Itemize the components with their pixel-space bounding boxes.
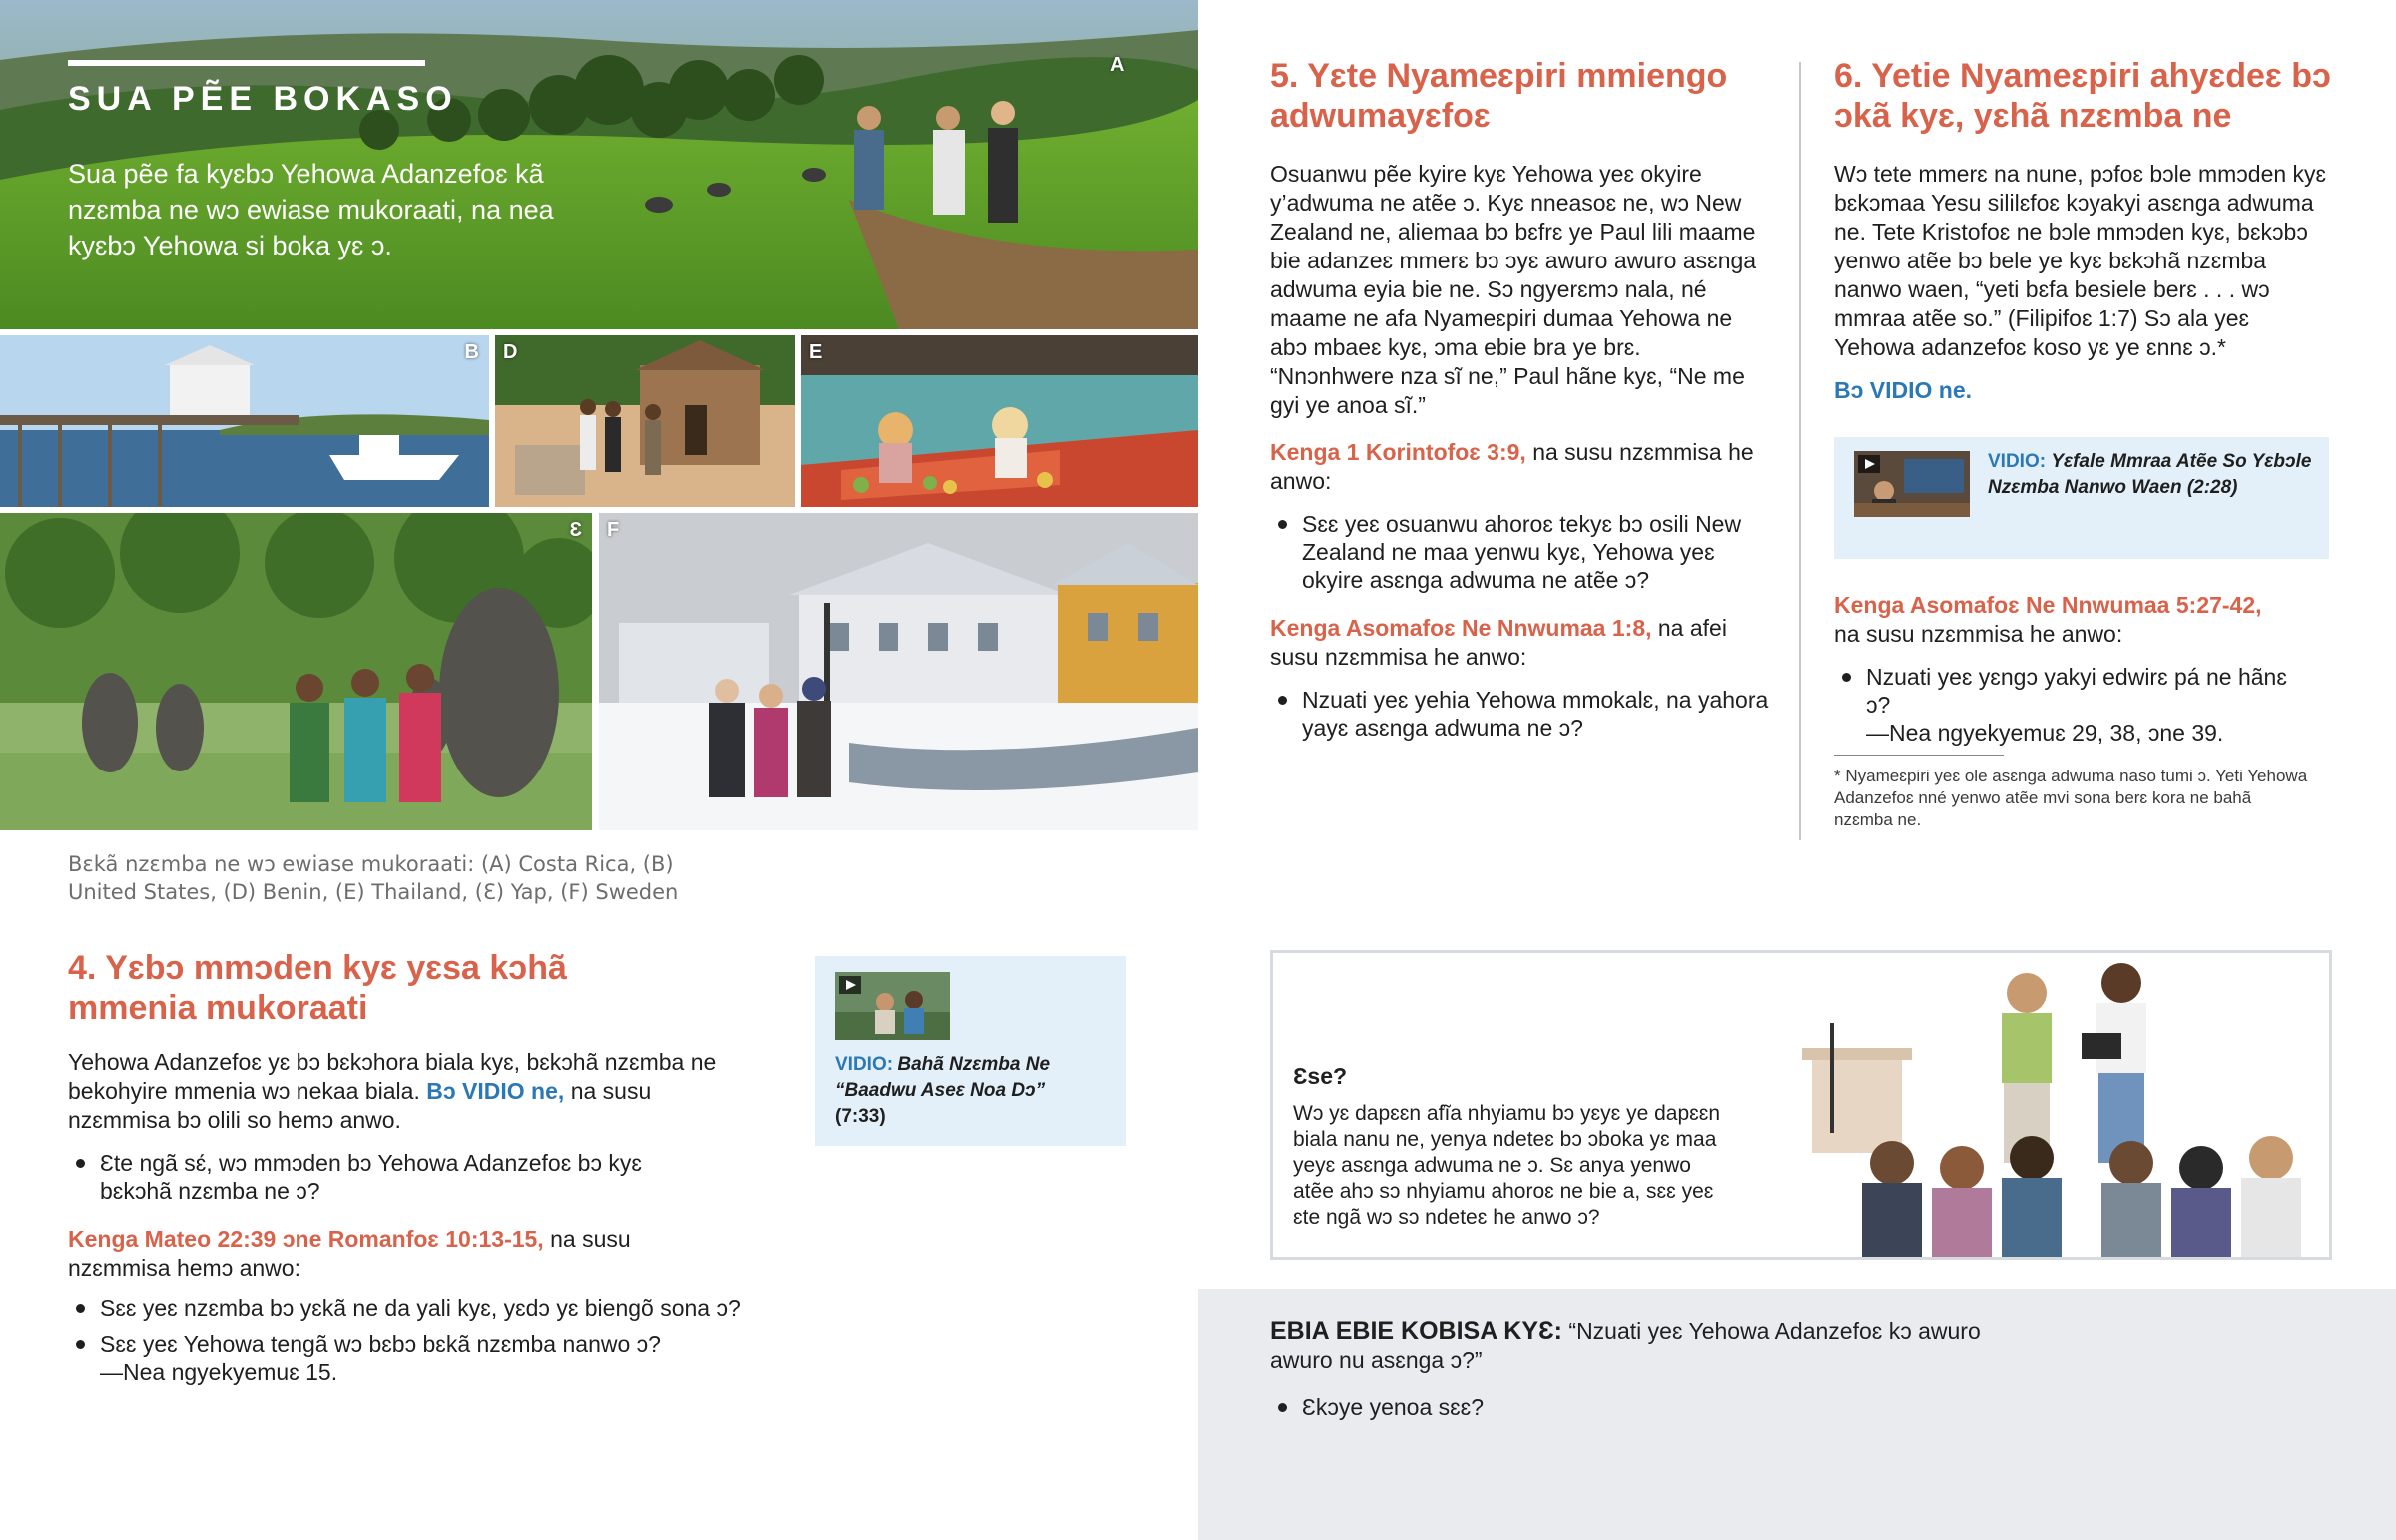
question-box-text: Wɔ yɛ dapɛɛn afĩa nhyiamu bɔ yɛyɛ ye dapɛɛn biala nanu ne, yenya ndeteɛ bɔ ɔboka yɛ maa yeyɛ asɛnga adwuma ne ɔ. Sɛ anya yenwo atẽe ahɔ sɔ nhyiamu ahoroɛ ne bie a, sɛɛ yeɛ ɛte ngã wɔ sɔ ndeteɛ he anwo ɔ? <box>1293 1102 1721 1229</box>
photo-label-b: B <box>464 341 479 363</box>
section-5-bullet-2: Nzuati yeɛ yehia Yehowa mmokalɛ, na yahora yayɛ asɛnga adwuma ne ɔ? <box>1302 687 1769 741</box>
hero-photo <box>0 0 1198 329</box>
section-5-read-2-tail: na afei susu nzɛmmisa he anwo: <box>1270 615 1727 670</box>
question-box-title: Ɛse? <box>1293 1063 1348 1089</box>
section-4-video-box[interactable] <box>815 956 1126 1146</box>
section-4-bullet-3-text: Sɛɛ yeɛ Yehowa tengã wɔ bɛbɔ bɛkã nzɛmba nanwo ɔ? <box>100 1331 661 1357</box>
photo-label-eps: Ɛ <box>569 519 582 541</box>
section-6-read-tail: na susu nzɛmmisa he anwo: <box>1834 621 2123 647</box>
section-4-video-thumb[interactable] <box>835 972 950 1040</box>
question-box <box>1270 950 2332 1260</box>
section-5-read-2 <box>1270 614 1769 672</box>
pier-boat-image <box>0 335 489 507</box>
section-6-bullet-1 <box>1866 663 2313 747</box>
video-title: Bahã Nzɛmba Ne “Baadwu Aseɛ Noa Dɔ” <box>835 1054 1051 1101</box>
section-6-bullets <box>1834 663 2313 747</box>
photo-label-e: E <box>809 341 823 363</box>
bottom-bullets <box>1270 1393 2001 1429</box>
section-5-scripture-link-2[interactable]: Kenga Asomafoɛ Ne Nnwumaa 1:8, <box>1270 615 1652 641</box>
section-6-link-para <box>1834 376 2333 405</box>
section-4-bullet-1: Ɛte ngã sɛ́, wɔ mmɔden bɔ Yehowa Adanzefoɛ bɔ kyɛ bɛkɔhã nzɛmba ne ɔ? <box>100 1149 719 1205</box>
play-icon[interactable] <box>839 976 861 994</box>
section-4-text: Yehowa Adanzefoɛ yɛ bɔ bɛkɔhora biala kyɛ, bɛkɔhã nzɛmba ne bekohyire mmenia wɔ nekaa biala. <box>68 1049 717 1104</box>
section-5-heading: 5. Yɛte Nyameɛpiri mmiengo adwumayɛfoɛ <box>1270 57 1728 135</box>
section-6-paragraph: Wɔ tete mmerɛ na nune, pɔfoɛ bɔle mmɔden kyɛ bɛkɔmaa Yesu sililɛfoɛ kɔyakyi asɛnga adwuma ne. Tete Kristofoɛ ne bɔle mmɔden kyɛ, bɛkɔbɔ yenwo atẽe bɔ bele ye kyɛ bɛkɔhã nzɛmba nanwo waen, “yeti bɛfa besiele berɛ . . . wɔ mmraa atẽe so.” (Filipifoɛ 1:7) Sɔ ala yeɛ Yehowa adanzefoɛ koso yɛ ye ɛnnɛ ɔ.* <box>1834 161 2327 360</box>
hero-title: SUA PẼE BOKASO <box>68 80 458 118</box>
section-6-bullet-1-text: Nzuati yeɛ yɛngɔ yakyi edwirɛ pá ne hãnɛ ɔ? <box>1866 664 2287 718</box>
section-5-bullets-b <box>1270 686 1769 742</box>
section-6 <box>1834 56 2333 405</box>
section-6-lower <box>1834 591 2313 831</box>
section-5-bullet-1: Sɛɛ yeɛ osuanwu ahoroɛ tekyɛ bɔ osili New Zealand ne maa yenwu kyɛ, Yehowa yeɛ okyire asɛnga adwuma ne atẽe ɔ? <box>1302 510 1769 594</box>
section-5 <box>1270 56 1769 750</box>
bottom-question-label: EBIA EBIE KOBISA KYƐ: <box>1270 1317 1563 1345</box>
section-4-heading: 4. Yɛbɔ mmɔden kyɛ yɛsa kɔhã mmenia mukoraati <box>68 949 567 1027</box>
section-4-bullet-3 <box>100 1330 799 1386</box>
village-image <box>495 335 795 507</box>
boat-market-image <box>801 335 1198 507</box>
section-6-video-link[interactable]: Bɔ VIDIO ne. <box>1834 377 1973 403</box>
section-4-read-tail: na susu nzɛmmisa hemɔ anwo: <box>68 1226 631 1281</box>
section-4 <box>68 948 767 1394</box>
meeting-image <box>1772 953 2329 1257</box>
section-4-bullets-a <box>68 1149 719 1205</box>
snowy-town-image <box>599 513 1198 830</box>
section-4-text-tail: na susu nzɛmmisa bɔ olili so hemɔ anwo. <box>68 1078 652 1133</box>
section-4-bullets-b <box>68 1294 799 1386</box>
photo-label-f: F <box>607 519 620 541</box>
photo-e <box>801 335 1198 507</box>
video-tag: VIDIO: <box>1988 451 2047 472</box>
meeting-illustration <box>1772 953 2329 1257</box>
play-icon[interactable] <box>1858 455 1880 473</box>
section-4-video-label <box>835 1052 1104 1130</box>
section-6-heading: 6. Yetie Nyameɛpiri ahyɛdeɛ bɔ ɔkã kyɛ, yɛhã nzɛmba ne <box>1834 57 2331 135</box>
section-4-paragraph <box>68 1048 717 1135</box>
photo-b <box>0 335 489 507</box>
section-4-bullet-2: Sɛɛ yeɛ nzɛmba bɔ yɛkã ne da yali kyɛ, yɛdɔ yɛ biengõ sona ɔ? <box>100 1294 799 1322</box>
photo-d <box>495 335 795 507</box>
section-4-bullet-3-note: —Nea ngyekyemuɛ 15. <box>100 1359 338 1385</box>
video-tag: VIDIO: <box>835 1054 894 1075</box>
photo-label-a: A <box>1110 54 1125 76</box>
bottom-question <box>1270 1317 2029 1375</box>
hero-subtitle: Sua pẽe fa kyɛbɔ Yehowa Adanzefoɛ kã nzɛmba ne wɔ ewiase mukoraati, na nea kyɛbɔ Yehowa si boka yɛ ɔ. <box>68 159 554 260</box>
section-5-scripture-link-1[interactable]: Kenga 1 Korintofoɛ 3:9, <box>1270 439 1526 465</box>
hero-rule <box>68 60 425 66</box>
photo-f <box>599 513 1198 830</box>
bottom-question-text: “Nzuati yeɛ Yehowa Adanzefoɛ kɔ awuro awuro nu asɛnga ɔ?” <box>1270 1318 1981 1373</box>
photo-label-d: D <box>503 341 518 363</box>
section-4-read <box>68 1225 727 1283</box>
video-title: Yɛfale Mmraa Atẽe So Yɛbɔle Nzɛmba Nanwo Waen (2:28) <box>1988 451 2312 498</box>
bottom-bullet: Ɛkɔye yenoa sɛɛ? <box>1302 1393 2001 1421</box>
section-6-bullet-1-note: —Nea ngyekyemuɛ 29, 38, ɔne 39. <box>1866 720 2224 746</box>
section-5-paragraph: Osuanwu pẽe kyire kyɛ Yehowa yeɛ okyire y’adwuma ne atẽe ɔ. Kyɛ nneasoɛ ne, wɔ New Zealand ne, aliemaa bɔ bɛfrɛ ye Paul lili maame bie adanzeɛ mmerɛ bɔ ɔyɛ awuro awuro asɛnga adwuma eyia bie ne. Sɔ ngyerɛmɔ nala, né maame ne afa Nyameɛpiri dumaa Yehowa ne abɔ mbaeɛ kyɛ, ɔma ebie bra ye brɛ. “Nnɔnhwere nza sĩ ne,” Paul hãne kyɛ, “Ne me gyi ye anoa sĩ.” <box>1270 161 1757 418</box>
photo-eps <box>0 513 592 830</box>
section-5-read-1 <box>1270 438 1769 496</box>
section-6-video-label <box>1988 449 2317 501</box>
column-divider <box>1799 62 1801 840</box>
section-4-scripture-link[interactable]: Kenga Mateo 22:39 ɔne Romanfoɛ 10:13-15, <box>68 1226 544 1252</box>
bottom-panel <box>1198 1289 2396 1540</box>
section-6-video-box[interactable] <box>1834 437 2329 559</box>
section-5-bullets-a <box>1270 510 1769 594</box>
section-4-video-link[interactable]: Bɔ VIDIO ne, <box>426 1078 565 1104</box>
stone-money-image <box>0 513 592 830</box>
section-6-scripture-link[interactable]: Kenga Asomafoɛ Ne Nnwumaa 5:27-42, <box>1834 592 2262 618</box>
video-duration: (7:33) <box>835 1106 886 1127</box>
section-6-video-thumb[interactable] <box>1854 451 1970 517</box>
footnote-rule <box>1834 755 2004 756</box>
section-6-footnote: * Nyameɛpiri yeɛ ole asɛnga adwuma naso tumi ɔ. Yeti Yehowa Adanzefoɛ nné yenwo atẽe mvi sona berɛ kora ne bahã nzɛmba ne. <box>1834 767 2308 829</box>
section-6-read <box>1834 591 2313 649</box>
section-5-read-1-tail: na susu nzɛmmisa he anwo: <box>1270 439 1754 494</box>
photo-caption: Bɛkã nzɛmba ne wɔ ewiase mukoraati: (A) Costa Rica, (B) United States, (D) Benin, (E) Thailand, (Ɛ) Yap, (F) Sweden <box>68 852 679 904</box>
